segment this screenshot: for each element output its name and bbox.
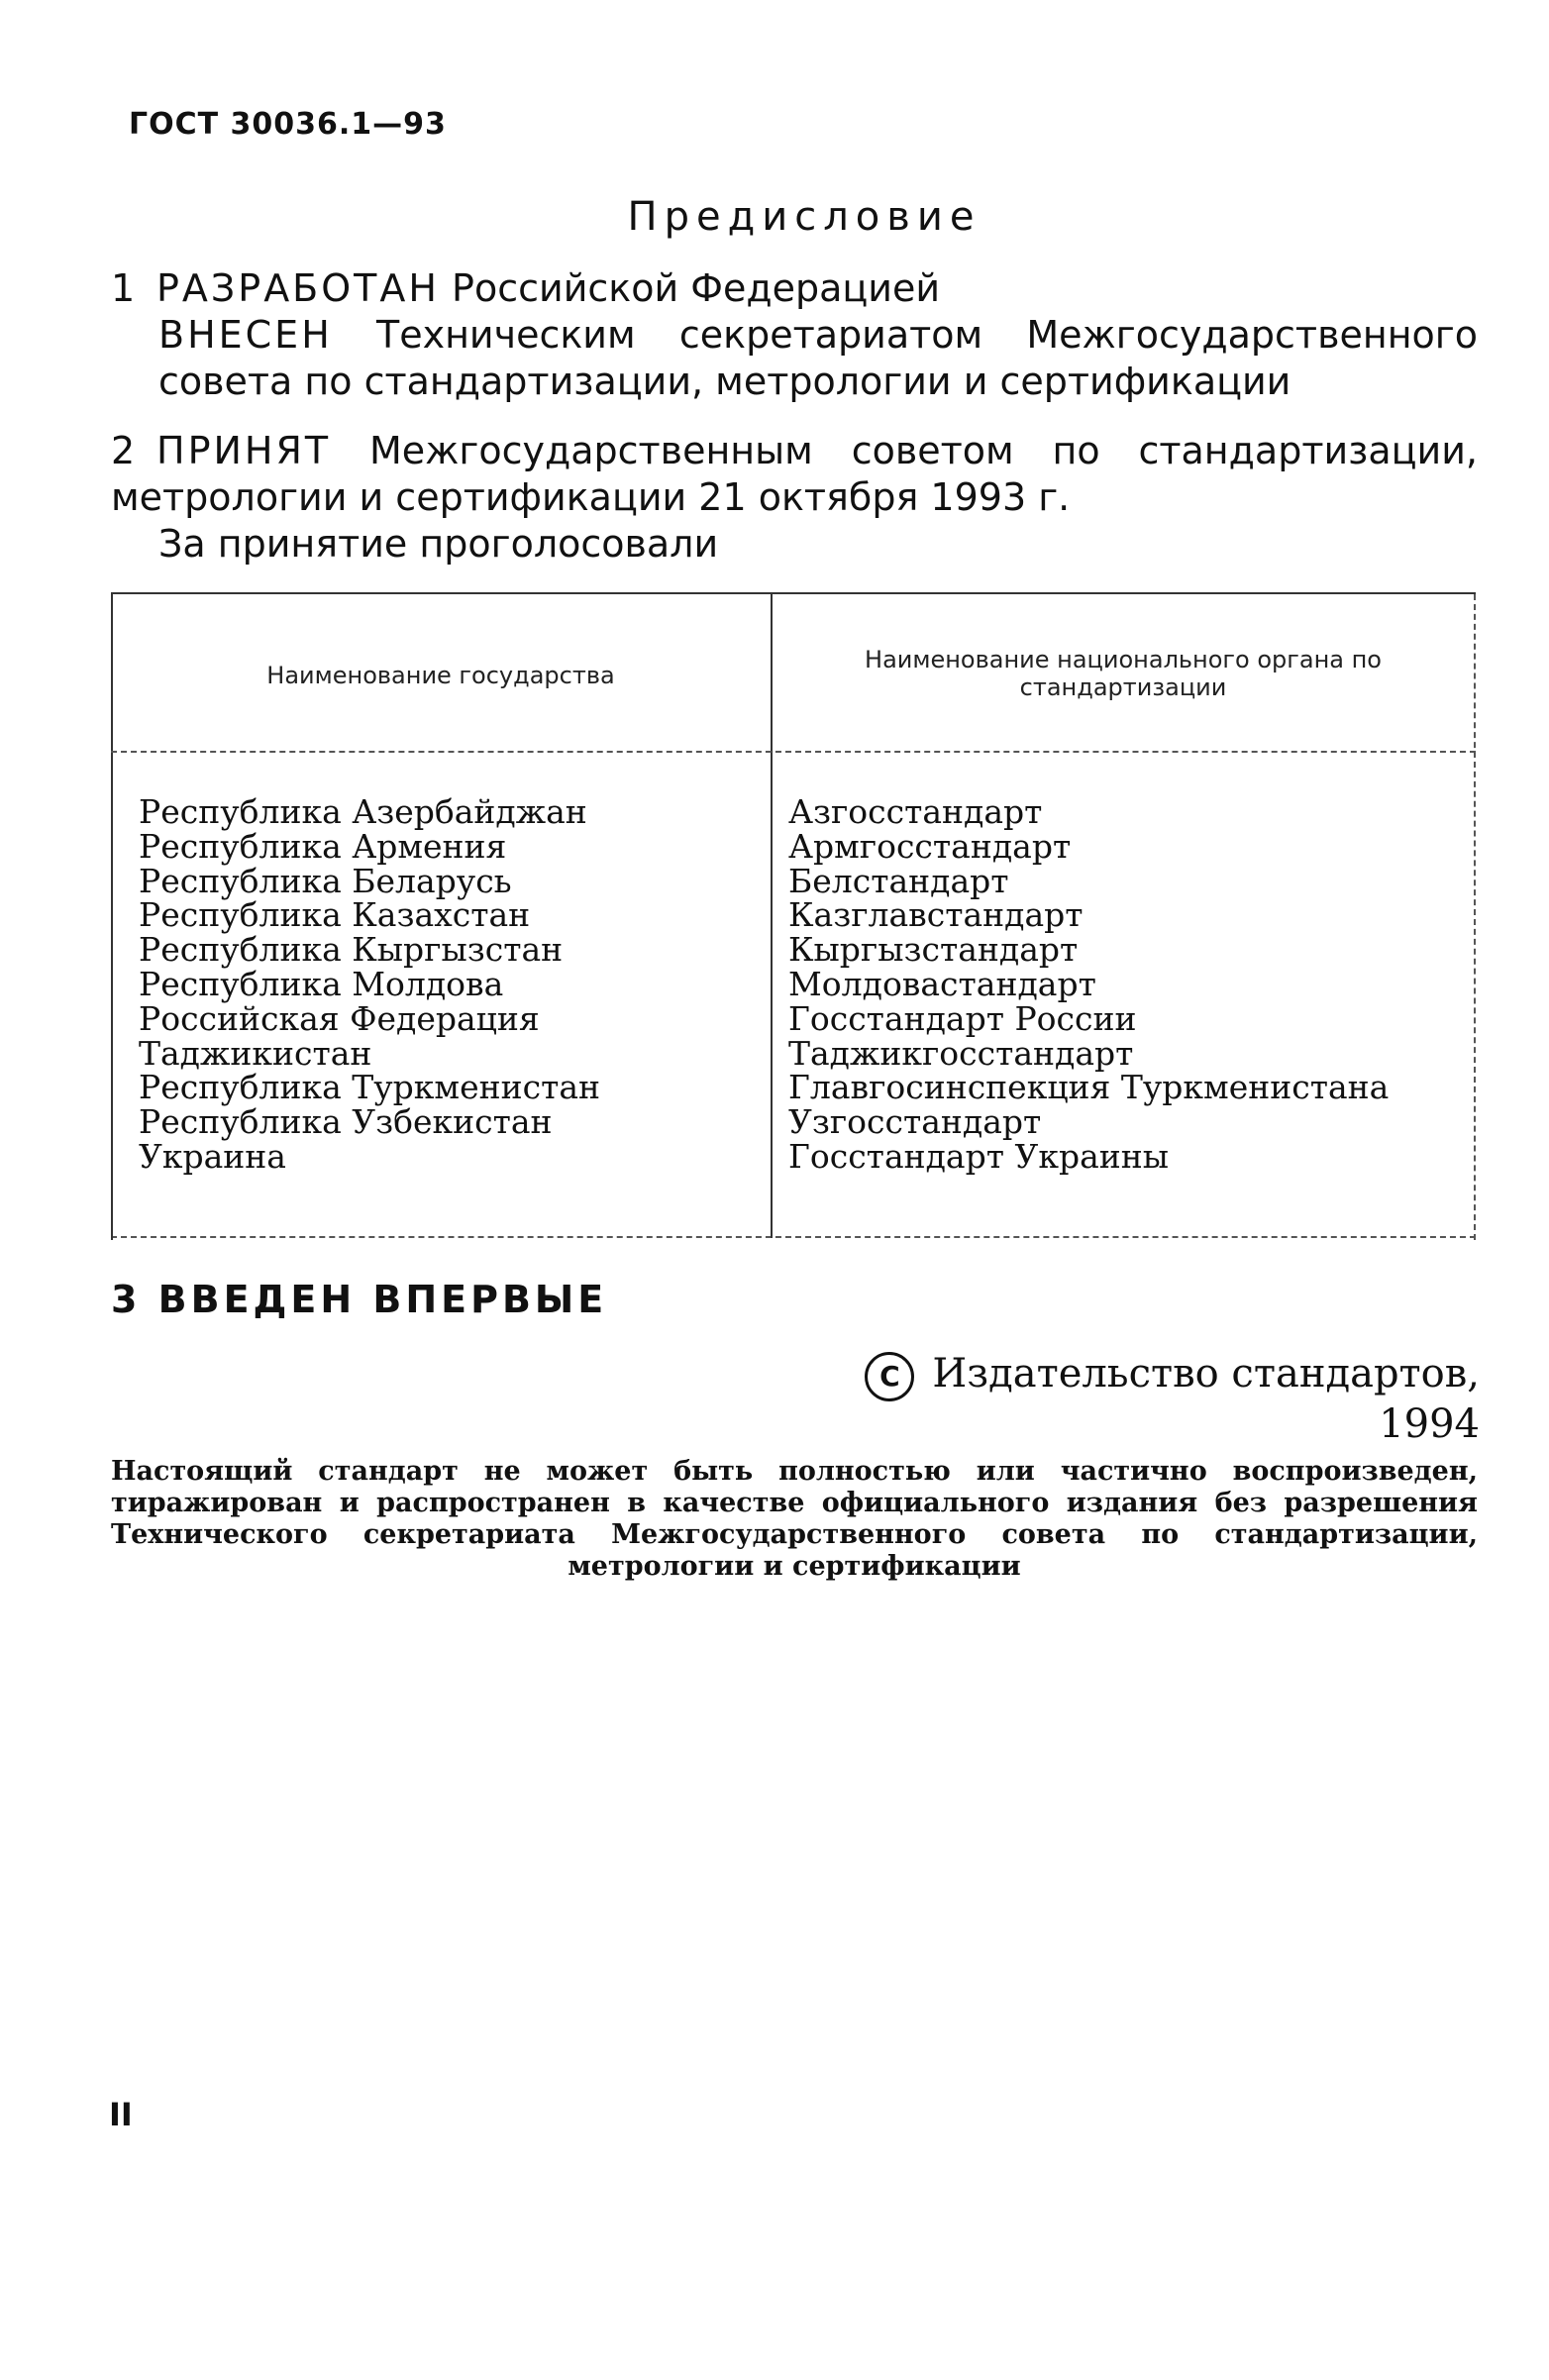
section-2 [111, 428, 1478, 568]
national-bodies-column [788, 792, 1462, 1176]
table-header-separator [111, 751, 1476, 753]
table-cell-state: Российская Федерация [139, 998, 540, 1038]
adopted-label: ПРИНЯТ [156, 429, 332, 472]
table-border-right [1474, 594, 1476, 1240]
document-code: ГОСТ 30036.1—93 [129, 107, 447, 142]
table-cell-national-body: Казглавстандарт [788, 895, 1084, 935]
page-number: II [109, 2096, 133, 2133]
table-cell-national-body: Азгосстандарт [788, 792, 1043, 831]
introduced-line-2: совета по стандартизации, метрологии и сертификации [158, 360, 1291, 403]
table-cell-state: Республика Беларусь [139, 861, 512, 900]
table-cell-national-body: Молдовастандарт [788, 964, 1096, 1003]
table-cell-national-body: Армгосстандарт [788, 826, 1072, 866]
adopted-line-2: метрологии и сертификации 21 октября 1993 г. [111, 475, 1071, 519]
section-2-adopted [111, 428, 1478, 474]
table-cell-state: Республика Туркменистан [139, 1068, 601, 1107]
section-1 [111, 265, 1478, 405]
table-cell-national-body: Узгосстандарт [788, 1102, 1042, 1142]
page-title: Предисловие [627, 194, 981, 240]
table-cell-state: Республика Кыргызстан [139, 930, 564, 970]
table-cell-state: Республика Азербайджан [139, 792, 587, 831]
copyright-line [773, 1351, 1480, 1447]
developed-text: Российской Федерацией [452, 266, 941, 310]
copyright-icon: C [865, 1352, 914, 1401]
table-cell-national-body: Главгосинспекция Туркменистана [788, 1068, 1390, 1107]
states-column [139, 792, 753, 1176]
table-header-national-body: Наименование национального органа по стандартизации [865, 646, 1382, 701]
section-2-number: 2 [111, 429, 136, 472]
reproduction-notice: Настоящий стандарт не может быть полностью или частично воспроизведен, тиражирован и распространен в качестве официального издания без разрешения Технического секретариата Межгосударственного совета по стандартизации, метрологии и сертификации [111, 1456, 1478, 1582]
table-cell-national-body: Кыргызстандарт [788, 930, 1079, 970]
table-cell-state: Украина [139, 1136, 286, 1176]
developed-label: РАЗРАБОТАН [156, 266, 440, 310]
section-1-developed [111, 265, 1478, 312]
voting-table [111, 592, 1476, 1238]
section-3: 3 ВВЕДЕН ВПЕРВЫЕ [111, 1278, 608, 1321]
copyright-text: Издательство стандартов, 1994 [932, 1351, 1480, 1447]
table-cell-state: Республика Узбекистан [139, 1102, 553, 1142]
table-cell-national-body: Белстандарт [788, 861, 1009, 900]
table-cell-national-body: Госстандарт Украины [788, 1136, 1169, 1176]
section-1-number: 1 [111, 266, 136, 310]
table-cell-state: Республика Молдова [139, 964, 504, 1003]
table-border-left [111, 594, 113, 1240]
table-header-state: Наименование государства [266, 662, 615, 689]
adopted-line-1: Межгосударственным советом по стандартизации, [368, 429, 1478, 472]
section-1-introduced [111, 312, 1478, 359]
introduced-line-1: Техническим секретариатом Межгосударственного [376, 313, 1478, 357]
table-cell-national-body: Таджикгосстандарт [788, 1033, 1134, 1073]
table-cell-national-body: Госстандарт России [788, 998, 1137, 1038]
introduced-label: ВНЕСЕН [158, 313, 333, 357]
voted-line: За принятие проголосовали [158, 522, 719, 566]
table-cell-state: Республика Казахстан [139, 895, 531, 935]
table-cell-state: Республика Армения [139, 826, 507, 866]
table-cell-state: Таджикистан [139, 1033, 372, 1073]
